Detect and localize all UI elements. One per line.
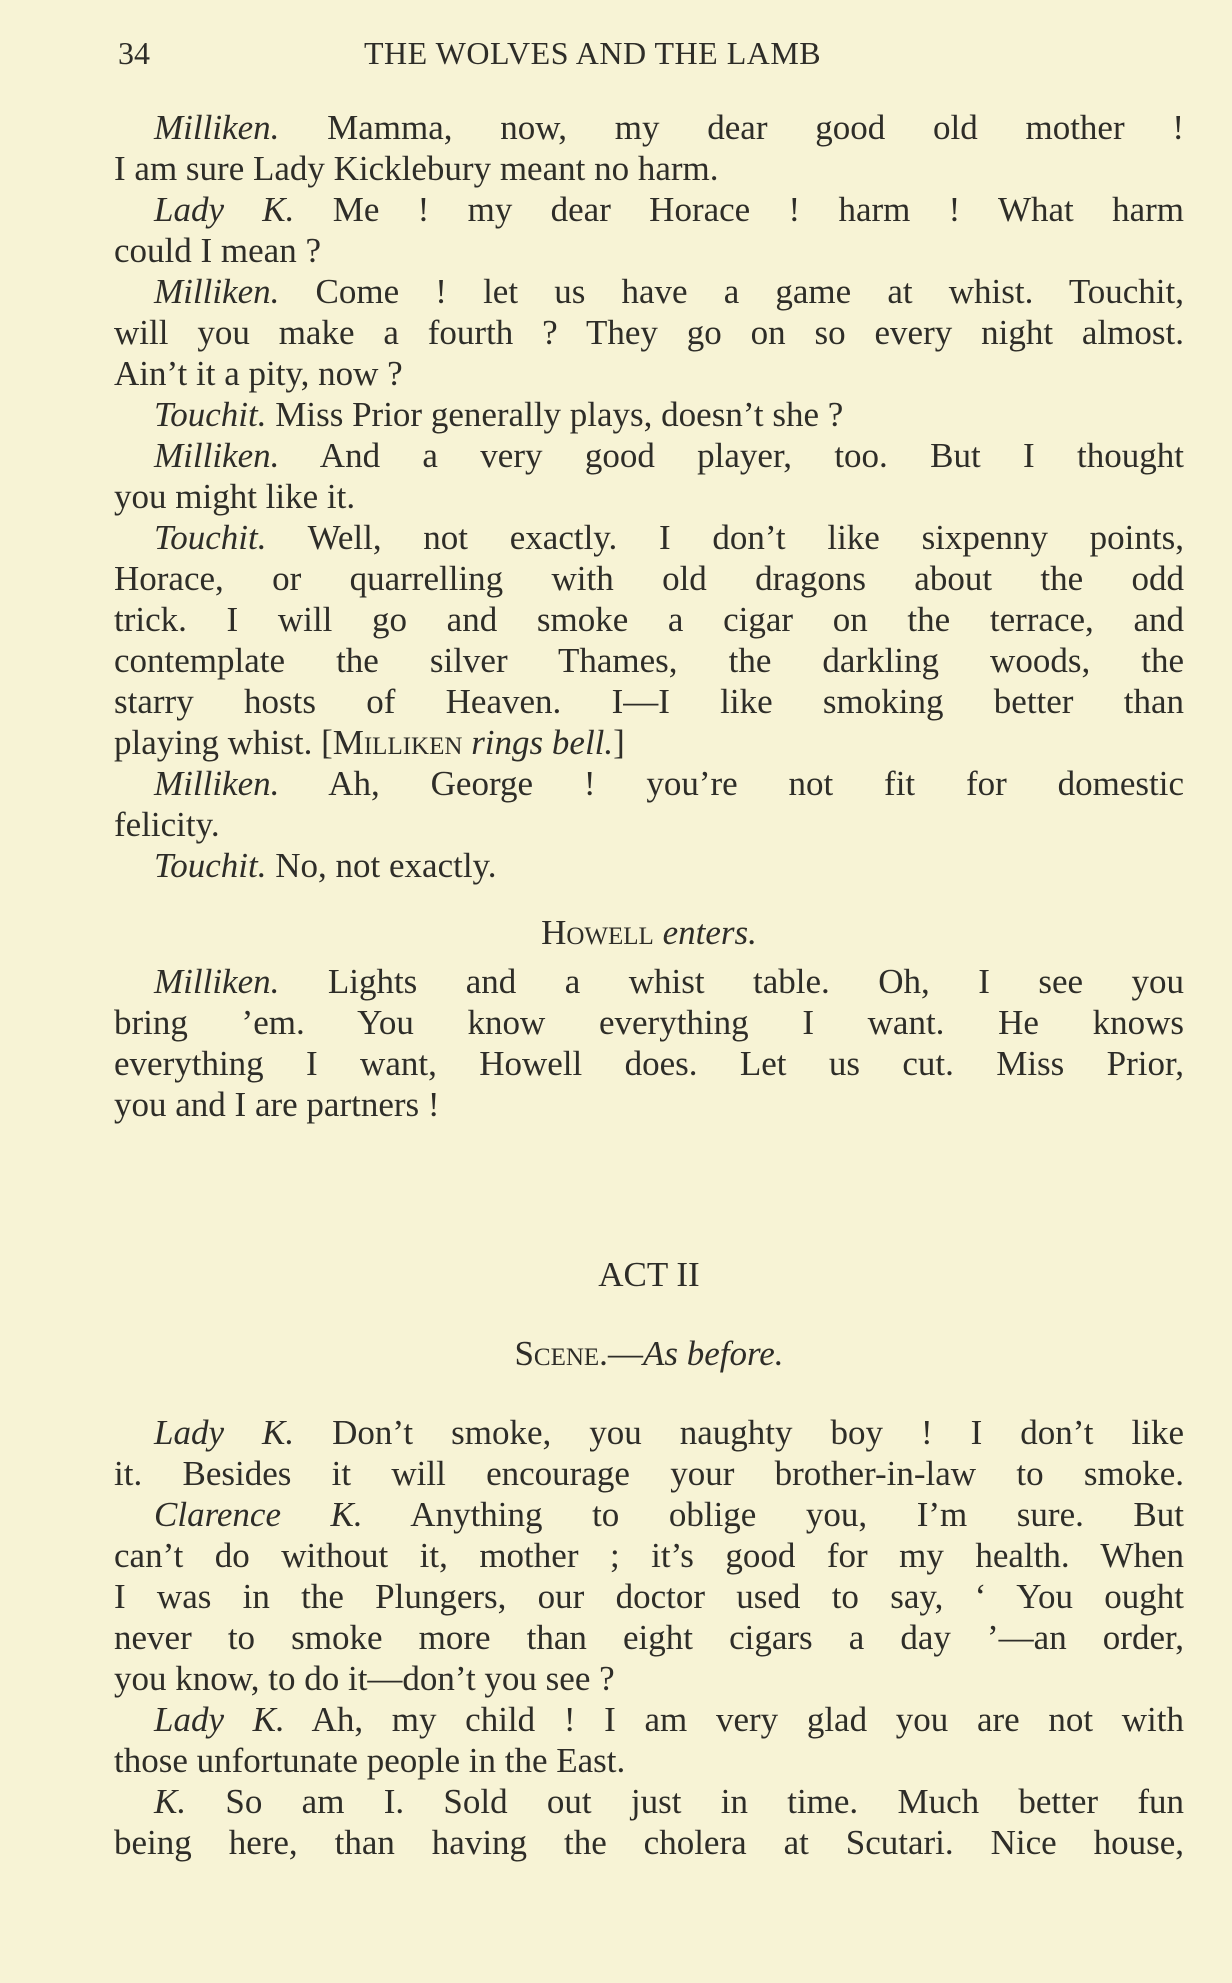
dialogue-line: Touchit. Miss Prior generally plays, doesn’t she ?	[154, 395, 844, 434]
speaker-name: Touchit.	[154, 518, 267, 557]
dialogue-line: I was in the Plungers, our doctor used to say, ‘ You ought	[114, 1577, 1184, 1616]
dialogue-line: you might like it.	[114, 477, 356, 516]
speaker-name: Milliken.	[154, 962, 280, 1001]
dialogue-line: Horace, or quarrelling with old dragons about the odd	[114, 559, 1184, 598]
dialogue-line: will you make a fourth ? They go on so every night almost.	[114, 313, 1184, 352]
dialogue-line: bring ’em. You know everything I want. He knows	[114, 1003, 1184, 1042]
speaker-name: Touchit.	[154, 846, 267, 885]
stage-direction: [Milliken rings bell.]	[321, 723, 625, 762]
dialogue-line: could I mean ?	[114, 231, 321, 270]
dialogue-line: contemplate the silver Thames, the darkling woods, the	[114, 641, 1184, 680]
running-title: THE WOLVES AND THE LAMB	[364, 35, 822, 71]
dialogue-line: Milliken. Mamma, now, my dear good old mother !	[154, 108, 1185, 147]
speaker-name: Milliken.	[154, 108, 280, 147]
act1-dialogue-continued	[114, 961, 1184, 1125]
scene-heading: Scene.—As before.	[514, 1334, 784, 1373]
speaker-name: Clarence K.	[154, 1495, 363, 1534]
dialogue-line: Lady K. Me ! my dear Horace ! harm ! What harm	[154, 190, 1184, 229]
dialogue-line: Clarence K. Anything to oblige you, I’m sure. But	[154, 1495, 1184, 1534]
dialogue-line: I am sure Lady Kicklebury meant no harm.	[114, 149, 719, 188]
dialogue-line: K. So am I. Sold out just in time. Much better fun	[154, 1782, 1185, 1821]
dialogue-line: trick. I will go and smoke a cigar on the terrace, and	[114, 600, 1184, 639]
dialogue-line: Milliken. And a very good player, too. But I thought	[154, 436, 1184, 475]
page-number: 34	[118, 35, 150, 71]
dialogue-line: being here, than having the cholera at Scutari. Nice house,	[114, 1823, 1184, 1862]
speaker-name: Lady K.	[154, 190, 295, 229]
dialogue-line: playing whist. [Milliken rings bell.]	[114, 723, 625, 762]
speaker-name: Milliken.	[154, 272, 280, 311]
speaker-name: Lady K.	[154, 1413, 295, 1452]
dialogue-line: those unfortunate people in the East.	[114, 1741, 626, 1780]
dialogue-line: it. Besides it will encourage your brother-in-law to smoke.	[114, 1454, 1184, 1493]
speaker-name: Lady K.	[154, 1700, 285, 1739]
dialogue-line: Touchit. Well, not exactly. I don’t like sixpenny points,	[154, 518, 1184, 557]
dialogue-line: you and I are partners !	[114, 1085, 440, 1124]
dialogue-line: can’t do without it, mother ; it’s good for my health. When	[114, 1536, 1184, 1575]
speaker-name: Milliken.	[154, 764, 280, 803]
stage-direction-entrance: Howell enters.	[541, 913, 757, 952]
dialogue-line: Lady K. Don’t smoke, you naughty boy ! I don’t like	[154, 1413, 1184, 1452]
dialogue-line: Milliken. Ah, George ! you’re not fit for domestic	[154, 764, 1184, 803]
dialogue-line: starry hosts of Heaven. I—I like smoking better than	[114, 682, 1184, 721]
dialogue-line: Lady K. Ah, my child ! I am very glad you are not with	[154, 1700, 1184, 1739]
dialogue-line: Ain’t it a pity, now ?	[114, 354, 403, 393]
dialogue-line: you know, to do it—don’t you see ?	[114, 1659, 615, 1698]
dialogue-line: felicity.	[114, 805, 220, 844]
speaker-name: K.	[154, 1782, 187, 1821]
speaker-name: Touchit.	[154, 395, 267, 434]
dialogue-line: everything I want, Howell does. Let us cut. Miss Prior,	[114, 1044, 1184, 1083]
act1-dialogue	[114, 107, 1184, 886]
dialogue-line: never to smoke more than eight cigars a day ’—an order,	[114, 1618, 1184, 1657]
dialogue-line: Milliken. Come ! let us have a game at whist. Touchit,	[154, 272, 1185, 311]
dialogue-line: Touchit. No, not exactly.	[154, 846, 497, 885]
speaker-name: Milliken.	[154, 436, 280, 475]
act2-dialogue	[114, 1412, 1184, 1863]
dialogue-line: Milliken. Lights and a whist table. Oh, I see you	[154, 962, 1184, 1001]
act-heading: ACT II	[598, 1255, 700, 1294]
running-header	[114, 33, 1184, 73]
